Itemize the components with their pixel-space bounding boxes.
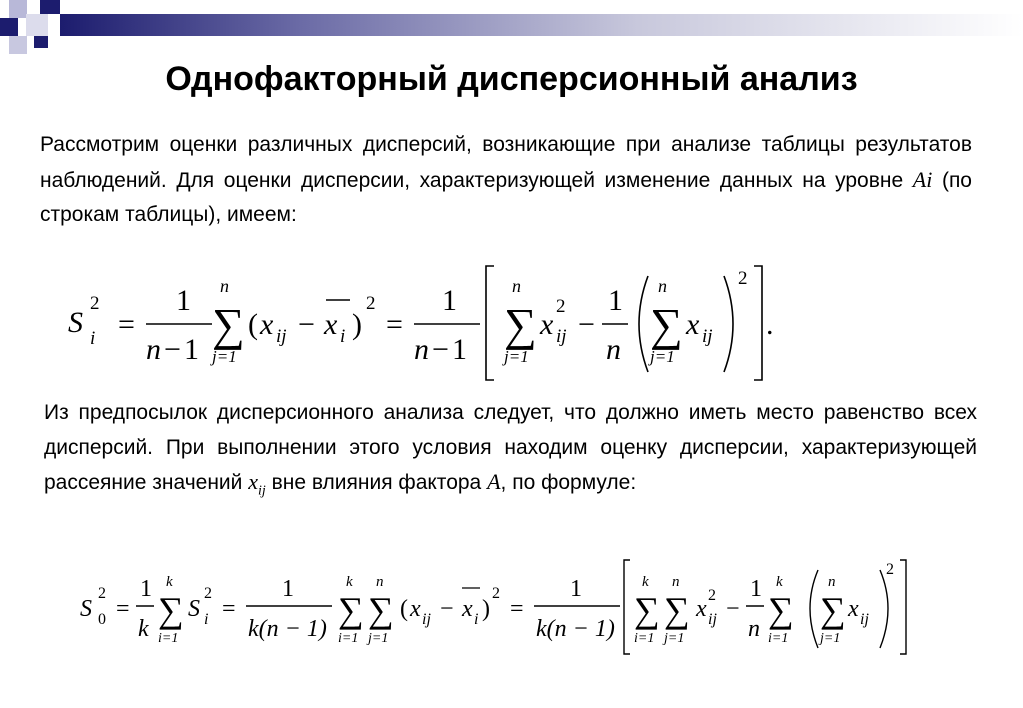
f1-den-n: n bbox=[146, 333, 161, 366]
f1-sum3-bottom: j=1 bbox=[650, 347, 675, 366]
f1-sub-i: i bbox=[90, 328, 96, 349]
paragraph-assumption bbox=[44, 396, 977, 509]
f2-sum3-bottom: j=1 bbox=[368, 631, 389, 646]
f1-x3-sub: ij bbox=[702, 326, 713, 347]
f2-den4-n: n bbox=[748, 616, 760, 642]
f1-rparen: ) bbox=[352, 308, 362, 341]
f1-sum2-bottom: j=1 bbox=[504, 347, 529, 366]
f1-lparen: ( bbox=[248, 308, 258, 341]
f2-S2-sup: 2 bbox=[204, 585, 212, 602]
f2-sum7-bottom: j=1 bbox=[820, 631, 841, 646]
f1-xbar: x bbox=[324, 308, 338, 341]
f2-sum6-bottom: i=1 bbox=[768, 631, 789, 646]
paragraph-intro-text-b: (по строкам таблицы), имеем: bbox=[40, 168, 972, 226]
f1-sum2-top: n bbox=[512, 276, 521, 296]
f2-eq2: = bbox=[222, 596, 236, 622]
factor-variable: A bbox=[487, 469, 501, 494]
f2-xbar: x bbox=[462, 596, 473, 622]
f2-sum3: ∑ bbox=[368, 590, 394, 630]
f2-num1: 1 bbox=[140, 576, 152, 602]
f1-minus: − bbox=[298, 308, 315, 341]
f2-sub0: 0 bbox=[98, 611, 106, 628]
f2-sum5-top: n bbox=[672, 574, 680, 590]
f1-sum1-bottom: j=1 bbox=[212, 347, 237, 366]
f2-rparen: ) bbox=[482, 596, 490, 622]
f1-sum1-top: n bbox=[220, 276, 229, 296]
f2-sum3-top: n bbox=[376, 574, 384, 590]
f2-x2: x bbox=[696, 596, 707, 622]
f2-minus: − bbox=[440, 596, 454, 622]
f1-sup2: 2 bbox=[90, 293, 100, 314]
decorative-header-bar bbox=[0, 0, 1023, 56]
f2-x2-sup: 2 bbox=[708, 587, 716, 604]
f2-num4: 1 bbox=[750, 576, 762, 602]
f1-S: S bbox=[68, 306, 83, 339]
f1-minus2: − bbox=[578, 308, 595, 341]
f2-sum2-top: k bbox=[346, 574, 353, 590]
f1-den-minus: − bbox=[164, 333, 181, 366]
f2-sum7-top: n bbox=[828, 574, 836, 590]
f1-num3: 1 bbox=[608, 284, 623, 317]
f1-sum3-top: n bbox=[658, 276, 667, 296]
f2-lparen: ( bbox=[400, 596, 408, 622]
header-gradient-stripe bbox=[60, 14, 1023, 36]
f2-x: x bbox=[410, 596, 421, 622]
f1-eq1: = bbox=[118, 308, 135, 341]
f2-den3: k(n − 1) bbox=[536, 616, 615, 642]
f2-sum4: ∑ bbox=[634, 590, 660, 630]
f1-den2-minus: − bbox=[432, 333, 449, 366]
f1-x2-sup: 2 bbox=[556, 296, 566, 317]
f2-sum1-bottom: i=1 bbox=[158, 631, 179, 646]
f1-x2-sub: ij bbox=[556, 326, 567, 347]
f2-sum4-top: k bbox=[642, 574, 649, 590]
paragraph-assumption-text-b: вне влияния фактора bbox=[265, 471, 488, 494]
f1-dot: . bbox=[766, 308, 774, 341]
formula-row-pooled-variance bbox=[78, 556, 918, 666]
f1-sum2: ∑ bbox=[504, 299, 537, 350]
slide-title: Однофакторный дисперсионный анализ bbox=[165, 60, 858, 98]
f2-den2: k(n − 1) bbox=[248, 616, 327, 642]
f2-sum7: ∑ bbox=[820, 590, 846, 630]
paragraph-assumption-text-c: , по формуле: bbox=[500, 471, 637, 494]
f1-num2: 1 bbox=[442, 284, 457, 317]
f2-sq2: 2 bbox=[886, 561, 894, 578]
f1-num1: 1 bbox=[176, 284, 191, 317]
f2-eq1: = bbox=[116, 596, 130, 622]
f2-den1-k: k bbox=[138, 616, 149, 642]
f2-S2: S bbox=[188, 596, 200, 622]
f1-sum1: ∑ bbox=[212, 299, 245, 350]
f1-den2-one: 1 bbox=[452, 333, 467, 366]
f2-sum4-bottom: i=1 bbox=[634, 631, 655, 646]
f2-eq3: = bbox=[510, 596, 524, 622]
f1-sq2: 2 bbox=[738, 268, 748, 289]
f1-sum3: ∑ bbox=[650, 299, 683, 350]
paragraph-intro-text-a: Рассмотрим оценки различных дисперсий, возникающие при анализе таблицы результатов наблюдений. Для оценки дисперсии, характеризующей изменение данных на уровне bbox=[40, 133, 972, 192]
f2-x-sub: ij bbox=[422, 611, 431, 628]
f2-sum6-top: k bbox=[776, 574, 783, 590]
f2-sum1: ∑ bbox=[158, 590, 184, 630]
f2-x3: x bbox=[848, 596, 859, 622]
level-variable: Ai bbox=[912, 166, 933, 192]
f2-x2-sub: ij bbox=[708, 611, 717, 628]
f2-sum2-bottom: i=1 bbox=[338, 631, 359, 646]
f1-den2-n: n bbox=[414, 333, 429, 366]
f2-x3-sub: ij bbox=[860, 611, 869, 628]
f1-den3-n: n bbox=[606, 333, 621, 366]
f2-sum1-top: k bbox=[166, 574, 173, 590]
f1-x: x bbox=[260, 308, 274, 341]
f2-sum5: ∑ bbox=[664, 590, 690, 630]
f2-sum5-bottom: j=1 bbox=[664, 631, 685, 646]
value-variable: $x_{ij}$ bbox=[248, 469, 266, 499]
f1-x2: x bbox=[540, 308, 554, 341]
f2-sum6: ∑ bbox=[768, 590, 794, 630]
f2-minus2: − bbox=[726, 596, 740, 622]
f1-den-one: 1 bbox=[184, 333, 199, 366]
f2-num2: 1 bbox=[282, 576, 294, 602]
paragraph-intro bbox=[40, 128, 972, 233]
f2-xbar-sub: i bbox=[474, 611, 479, 628]
f1-xbar-sub: i bbox=[340, 326, 346, 347]
f1-sq: 2 bbox=[366, 293, 376, 314]
paragraph-assumption-text-a: Из предпосылок дисперсионного анализа следует, что должно иметь место равенство всех дисперсий. При выполнении этого условия находим оценку дисперсии, характеризующей рассеяние значений bbox=[44, 401, 977, 494]
f2-sq: 2 bbox=[492, 585, 500, 602]
f2-sup2: 2 bbox=[98, 585, 106, 602]
f1-x-sub: ij bbox=[276, 326, 287, 347]
formula-row-variance bbox=[60, 262, 790, 387]
f2-S: S bbox=[80, 596, 92, 622]
f1-eq2: = bbox=[386, 308, 403, 341]
f1-x3: x bbox=[686, 308, 700, 341]
f2-num3: 1 bbox=[570, 576, 582, 602]
f2-S2-sub: i bbox=[204, 611, 209, 628]
f2-sum2: ∑ bbox=[338, 590, 364, 630]
